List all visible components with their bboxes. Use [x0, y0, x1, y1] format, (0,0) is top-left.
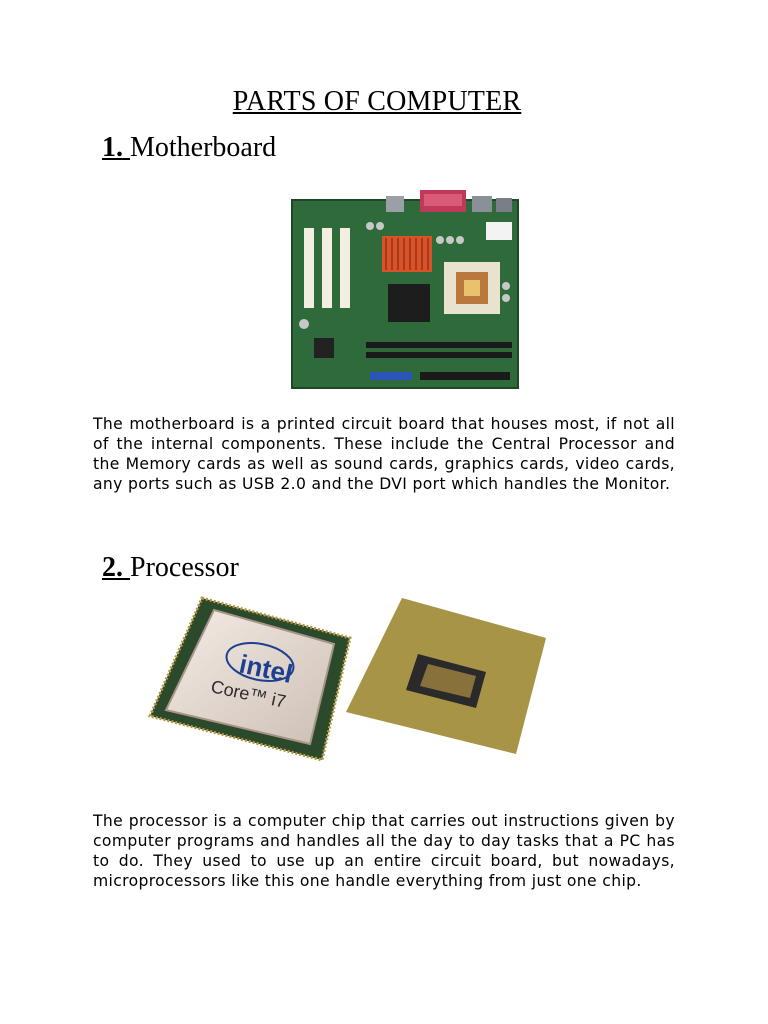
- section-heading-processor: [102, 552, 239, 584]
- underline-gap: [123, 552, 130, 583]
- chip-brand: intel: [236, 648, 296, 689]
- processor-description: The processor is a computer chip that carries out instructions given by computer programs and handles all the day to day tasks that a PC has to do. They used to use up an entire circuit board, but nowadays, microprocessors like this one handle everything from just one chip.: [93, 812, 675, 890]
- section-title: Motherboard: [130, 132, 277, 163]
- motherboard-image: [290, 186, 520, 390]
- section-number: 2.: [102, 552, 123, 583]
- chip-model: Core™ i7: [209, 676, 288, 712]
- section-number: 1.: [102, 132, 123, 163]
- underline-gap: [123, 132, 130, 163]
- motherboard-description: The motherboard is a printed circuit board that houses most, if not all of the internal components. These include the Central Processor and the Memory cards as well as sound cards, graphics cards, video cards, any ports such as USB 2.0 and the DVI port which handles the Monitor.: [93, 415, 675, 493]
- page-title: PARTS OF COMPUTER: [232, 86, 522, 117]
- section-title: Processor: [130, 552, 239, 583]
- processor-image: [142, 588, 554, 780]
- section-heading-motherboard: [102, 132, 276, 164]
